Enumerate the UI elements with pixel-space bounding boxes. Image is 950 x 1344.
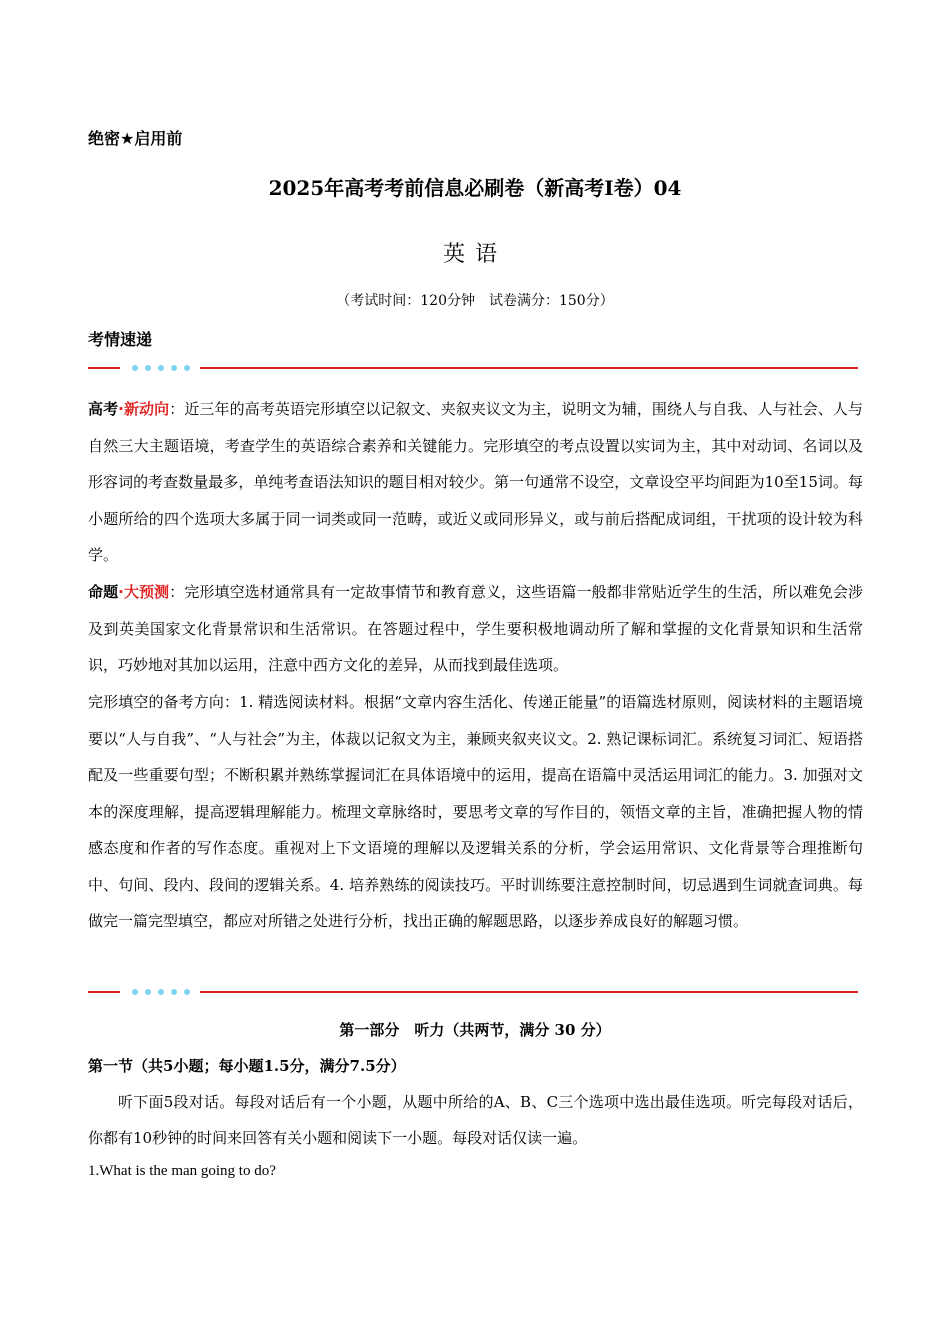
- predict-label-highlight: ·大预测: [118, 583, 170, 601]
- part-title: 第一部分 听力（共两节，满分 30 分）: [339, 1021, 611, 1039]
- overview-heading: 考情速递: [88, 330, 153, 349]
- predict-label: 命题: [88, 583, 119, 601]
- confidential-mark: 绝密★启用前: [88, 129, 183, 148]
- trend-label-highlight: ·新动向: [118, 400, 170, 418]
- instructions: 听下面5段对话。每段对话后有一个小题，从题中所给的A、B、C三个选项中选出最佳选项。听完每段对话后，你都有10秒钟的时间来回答有关小题和阅读下一小题。每段对话仅读一遍。: [88, 1093, 863, 1147]
- trend-paragraph: [88, 391, 863, 574]
- exam-title: 2025年高考考前信息必刷卷（新高考I卷）04: [268, 176, 682, 200]
- subject-title: 英语: [442, 242, 507, 267]
- predict-text: 完形填空选材通常具有一定故事情节和教育意义，这些语篇一般都非常贴近学生的生活，所以难免会涉及到英美国家文化背景常识和生活常识。在答题过程中，学生要积极地调动所了解和掌握的文化背景知识和生活常识，巧妙地对其加以运用，注意中西方文化的差异，从而找到最佳选项。: [88, 583, 863, 674]
- advice-paragraph: 完形填空的备考方向：1. 精选阅读材料。根据“文章内容生活化、传递正能量”的语篇选材原则，阅读材料的主题语境要以“人与自我”、“人与社会”为主，体裁以记叙文为主，兼顾夹叙夹议文。2. 熟记课标词汇。系统复习词汇、短语搭配及一些重要句型；不断积累并熟练掌握词汇在具体语境中的运用，提高在语篇中灵活运用词汇的能力。3. 加强对文本的深度理解，提高逻辑理解能力。梳理文章脉络时，要思考文章的写作目的，领悟文章的主旨，准确把握人物的情感态度和作者的写作态度。重视对上下文语境的理解以及逻辑关系的分析，学会运用常识、文化背景等合理推断句中、句间、段内、段间的逻辑关系。4. 培养熟练的阅读技巧。平时训练要注意控制时间，切忌遇到生词就查词典。每做完一篇完型填空，都应对所错之处进行分析，找出正确的解题思路，以逐步养成良好的解题习惯。: [88, 693, 863, 930]
- decorative-divider-top: [88, 363, 858, 373]
- trend-colon: ：: [169, 400, 185, 418]
- decorative-divider-bottom: [88, 987, 858, 997]
- exam-info: （考试时间：120分钟 试卷满分：150分）: [336, 293, 614, 309]
- trend-label: 高考: [88, 400, 119, 418]
- predict-colon: ：: [169, 583, 185, 601]
- trend-text: 近三年的高考英语完形填空以记叙文、夹叙夹议文为主，说明文为辅，围绕人与自我、人与社会、人与自然三大主题语境，考查学生的英语综合素养和关键能力。完形填空的考点设置以实词为主，其中对动词、名词以及形容词的考查数量最多，单纯考查语法知识的题目相对较少。第一句通常不设空，文章设空平均间距为10至15词。每小题所给的四个选项大多属于同一词类或同一范畴，或近义或同形异义，或与前后搭配成词组，干扰项的设计较为科学。: [88, 400, 863, 564]
- question-1: 1.What is the man going to do?: [88, 1163, 276, 1179]
- prediction-paragraph: [88, 574, 863, 684]
- section-title: 第一节（共5小题；每小题1.5分，满分7.5分）: [88, 1057, 406, 1075]
